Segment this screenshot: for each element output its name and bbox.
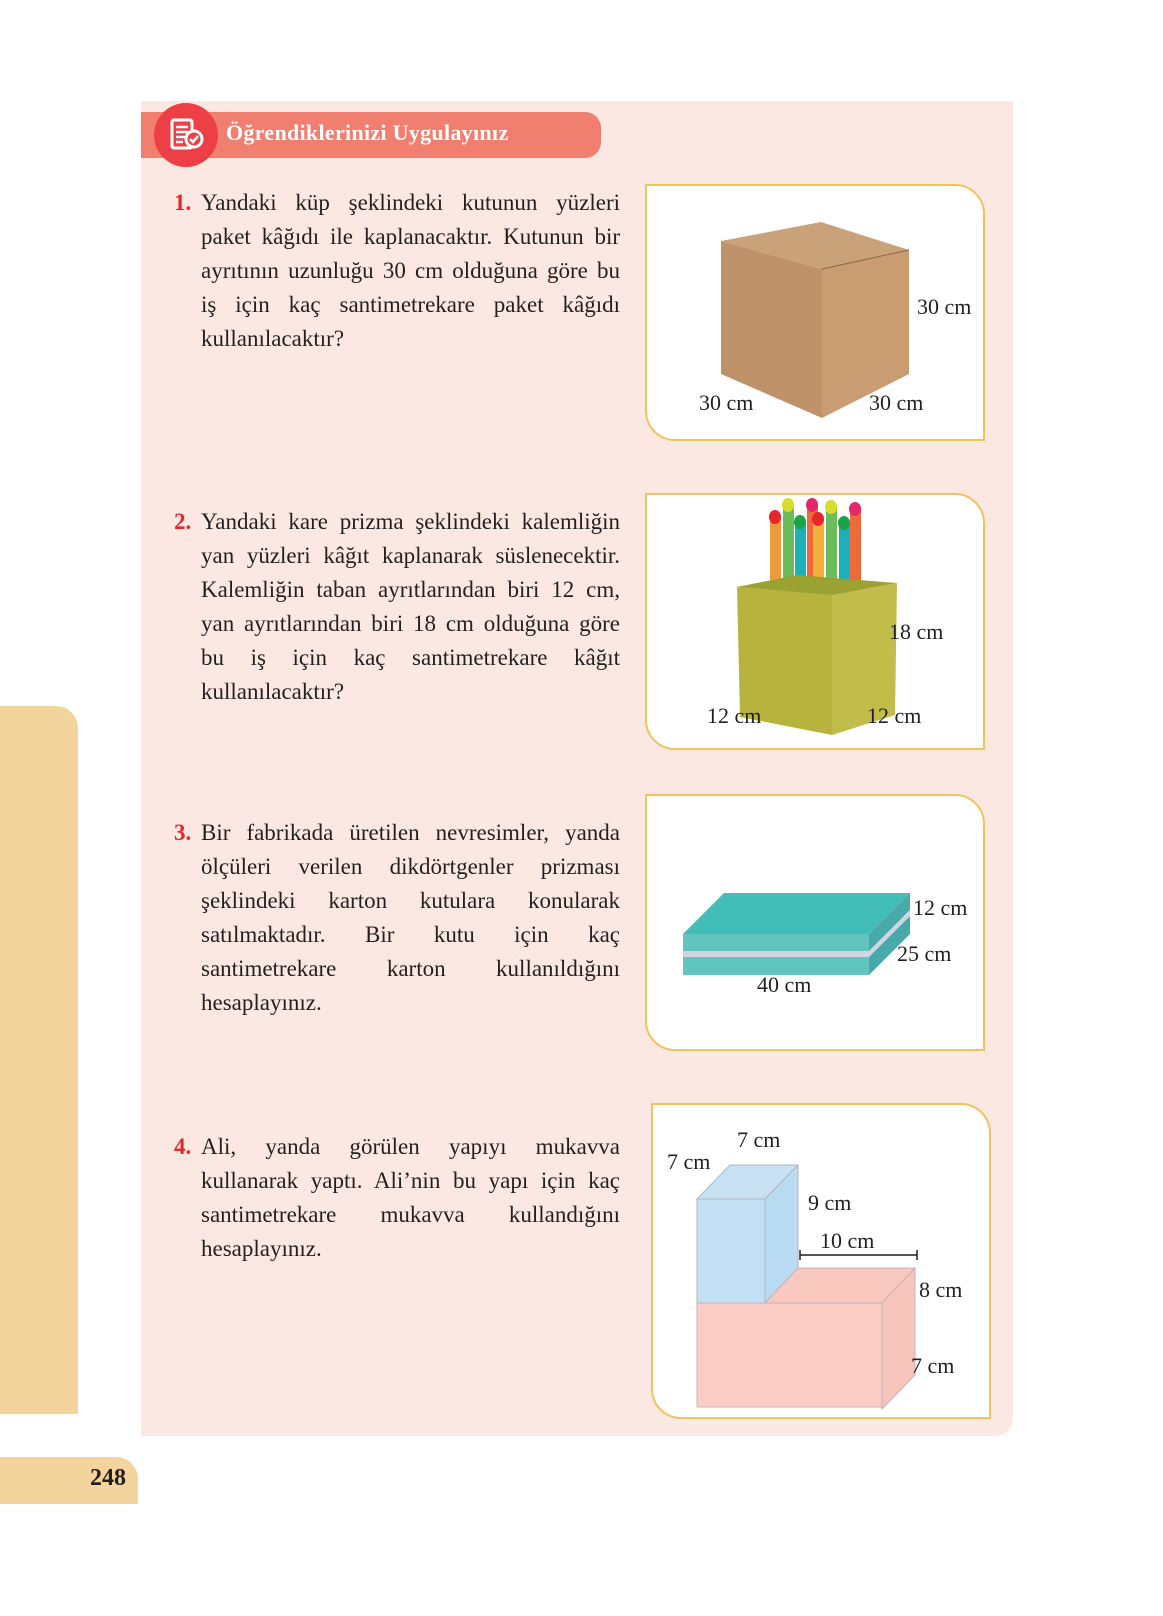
label-height: 12 cm [913, 895, 968, 920]
label-bottom-height: 8 cm [919, 1277, 963, 1302]
page-number-tab [0, 1457, 138, 1504]
question-2 [174, 505, 620, 709]
label-top-width: 7 cm [737, 1127, 781, 1152]
page-number: 248 [90, 1465, 126, 1491]
question-3 [174, 816, 620, 1020]
label-base-right: 12 cm [867, 703, 922, 728]
figure-cube-box [645, 184, 985, 441]
label-width: 30 cm [869, 390, 924, 415]
side-tab [0, 706, 78, 1414]
question-number: 2. [174, 509, 192, 534]
section-title: Öğrendiklerinizi Uygulayınız [226, 120, 509, 145]
question-number: 1. [174, 190, 192, 215]
question-4 [174, 1130, 620, 1266]
label-top-height: 9 cm [808, 1190, 852, 1215]
label-top-depth: 7 cm [667, 1149, 711, 1174]
label-bottom-depth: 7 cm [911, 1353, 955, 1378]
flat-box-icon [647, 796, 983, 1049]
figure-composite-prisms [651, 1103, 991, 1419]
question-text: Yandaki kare prizma şeklindeki kalemliğin yan yüzleri kâğıt kaplanarak süslenecektir. Kalemliğin taban ayrıtlarından biri 12 cm, yan ayrıtlarından biri 18 cm olduğuna göre bu iş için kaç santimetrekare kâğıt kullanılacaktır? [201, 509, 620, 704]
label-ledge-length: 10 cm [820, 1228, 875, 1253]
figure-pencil-holder [645, 493, 985, 750]
question-1 [174, 186, 620, 356]
question-number: 4. [174, 1134, 192, 1159]
checklist-icon [154, 103, 218, 167]
label-length: 40 cm [757, 972, 812, 997]
label-height: 30 cm [917, 294, 972, 319]
question-text: Ali, yanda görülen yapıyı mukavva kullanarak yaptı. Ali’nin bu yapı için kaç santimetrekare mukavva kullandığını hesaplayınız. [201, 1134, 620, 1261]
figure-flat-box [645, 794, 985, 1051]
label-depth: 25 cm [897, 941, 952, 966]
label-depth: 30 cm [699, 390, 754, 415]
label-height: 18 cm [889, 619, 944, 644]
label-base-left: 12 cm [707, 703, 762, 728]
question-text: Yandaki küp şeklindeki kutunun yüzleri paket kâğıdı ile kaplanacaktır. Kutunun bir ayrıtının uzunluğu 30 cm olduğuna göre bu iş için kaç santimetrekare paket kâğıdı kullanılacaktır? [201, 190, 620, 351]
question-text: Bir fabrikada üretilen nevresimler, yanda ölçüleri verilen dikdörtgenler prizması şeklindeki karton kutulara konularak satılmaktadır. Bir kutu için kaç santimetrekare karton kullanıldığını hesaplayınız. [201, 820, 620, 1015]
question-number: 3. [174, 820, 192, 845]
